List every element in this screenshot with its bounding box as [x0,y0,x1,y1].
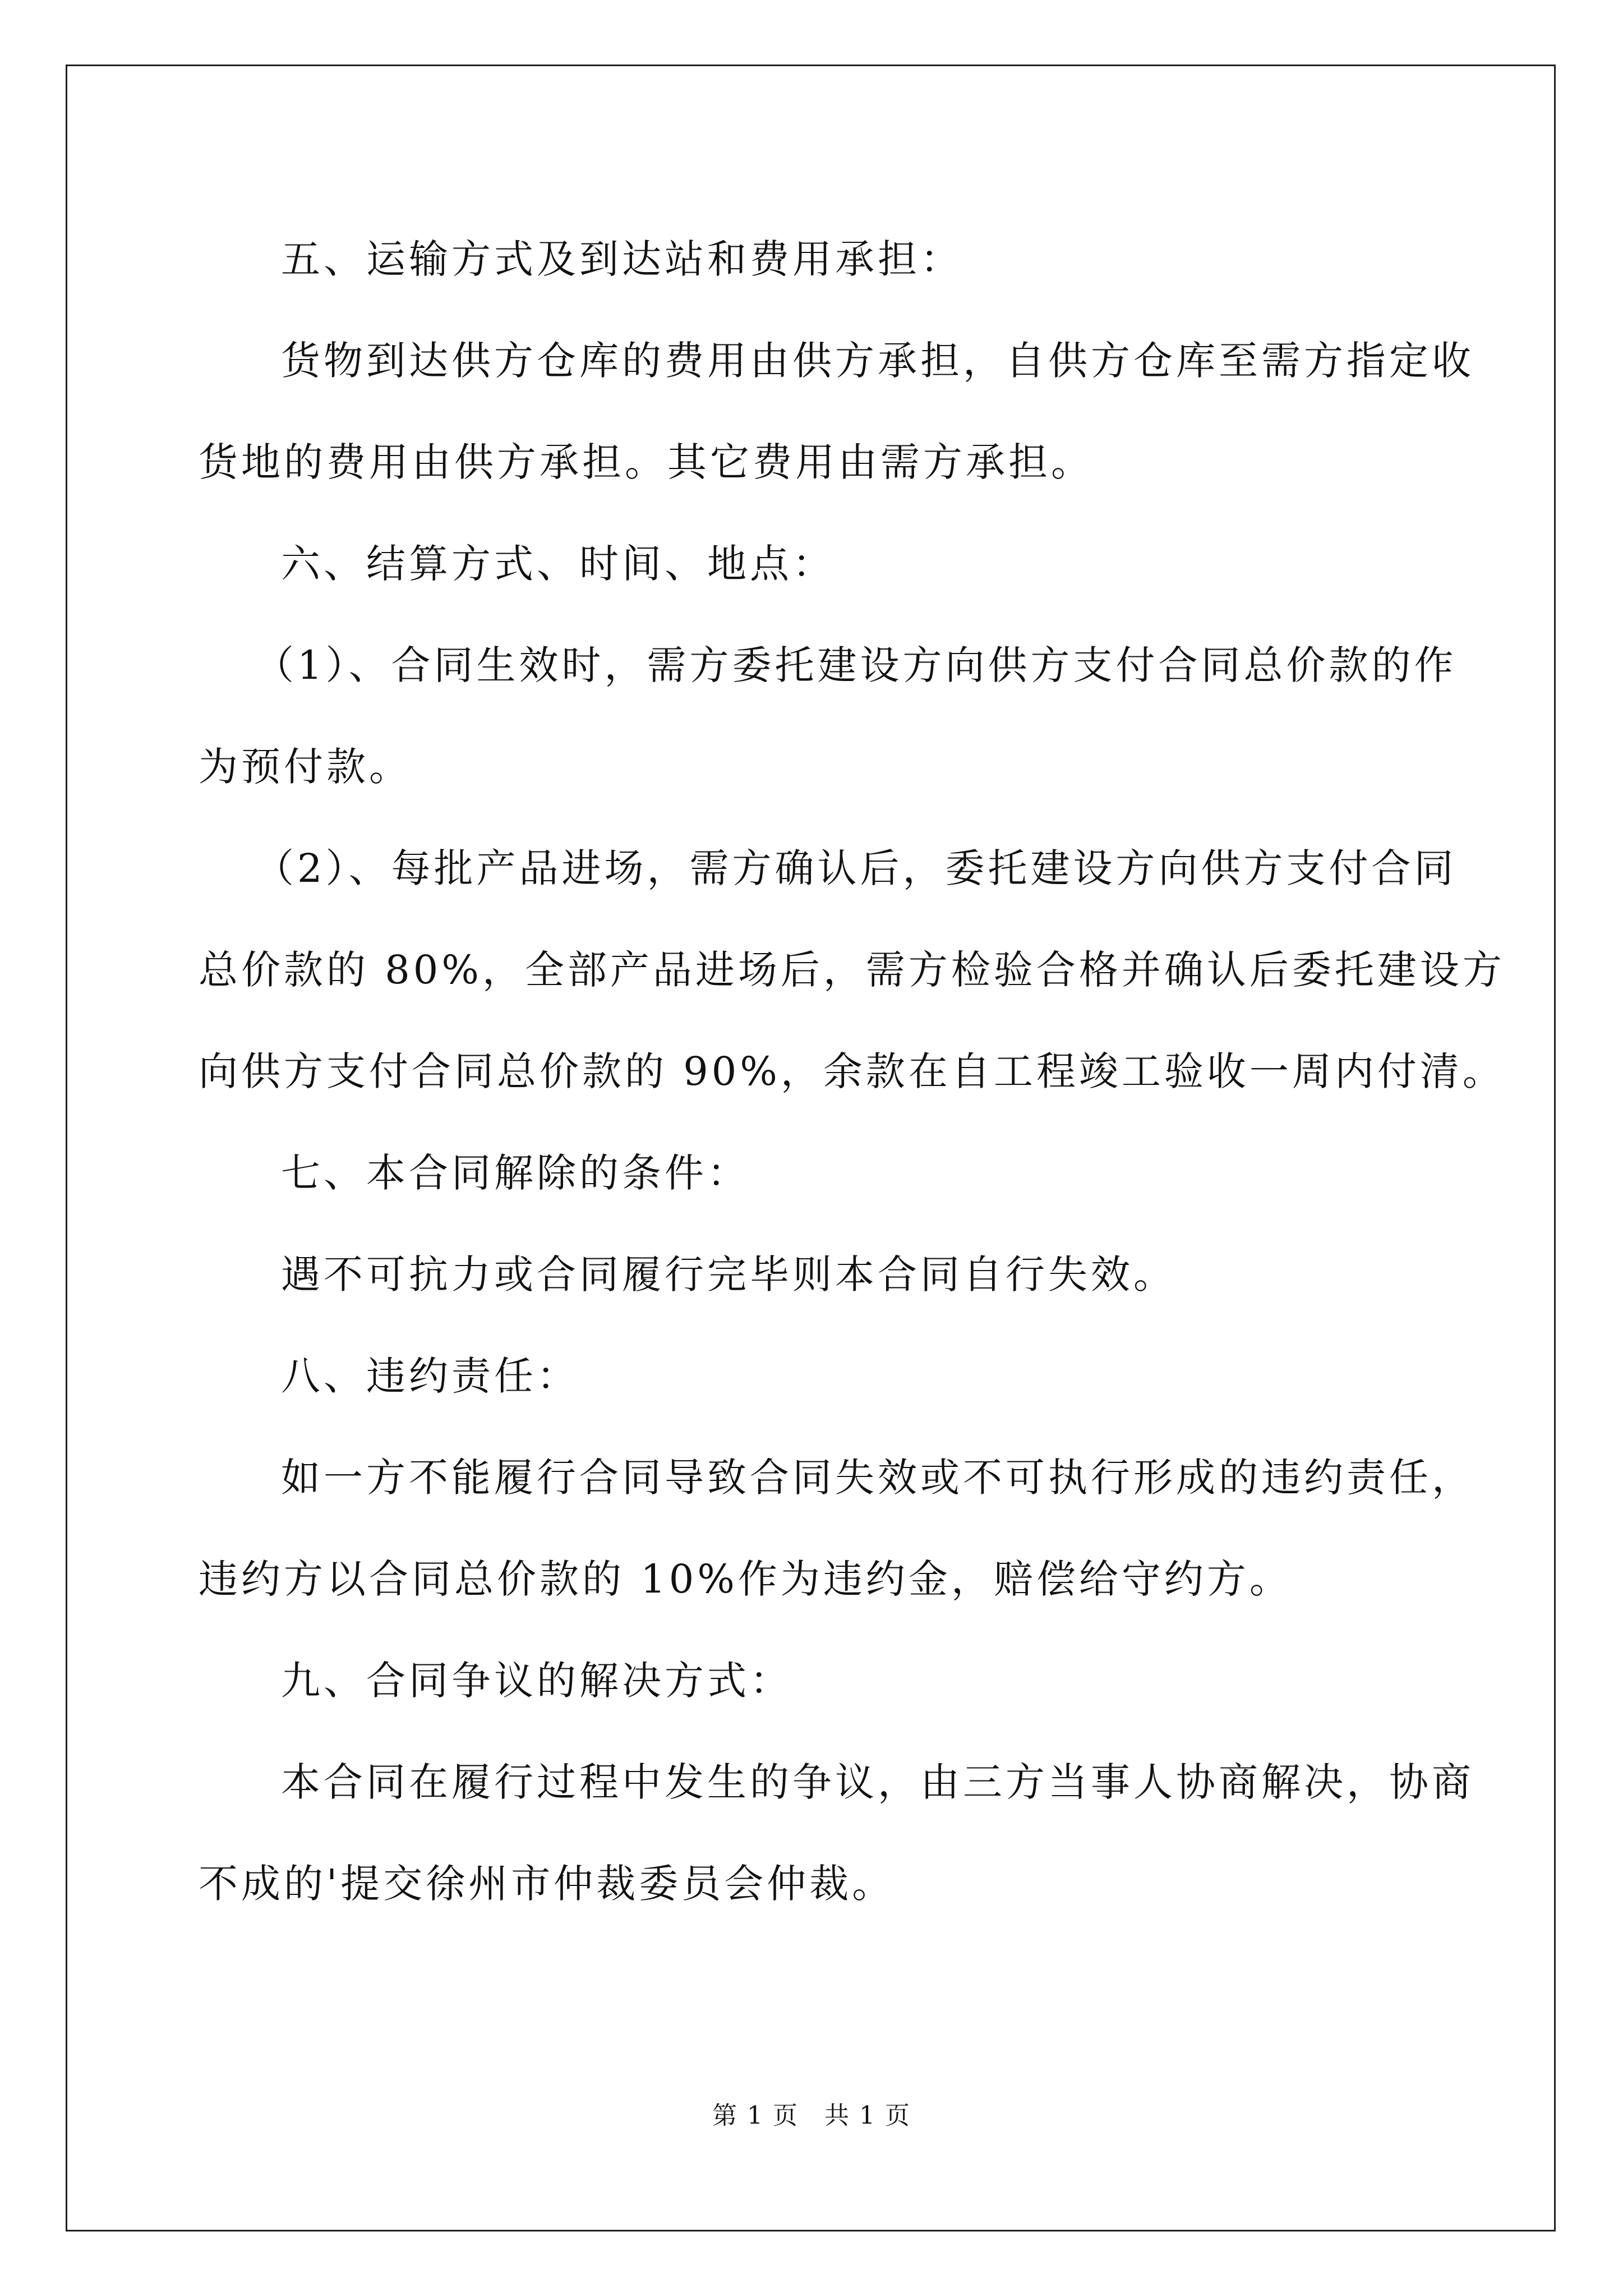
section-heading-6: 六、结算方式、时间、地点： [281,541,835,587]
section-heading-8: 八、违约责任： [281,1353,579,1399]
section-heading-7: 七、本合同解除的条件： [281,1150,750,1196]
paragraph-line: 违约方以合同总价款的 10%作为违约金，赔偿给守约方。 [199,1556,1292,1602]
paragraph-line: 遇不可抗力或合同履行完毕则本合同自行失效。 [281,1251,1176,1297]
section-heading-5: 五、运输方式及到达站和费用承担： [281,236,963,282]
paragraph-line: 向供方支付合同总价款的 90%，余款在自工程竣工验收一周内付清。 [199,1048,1505,1094]
page-number-total: 共 1 页 [824,2101,911,2130]
page-number-current: 第 1 页 [712,2101,799,2130]
paragraph-line: （2）、每批产品进场，需方确认后，委托建设方向供方支付合同 [255,845,1457,891]
paragraph-line: 不成的'提交徐州市仲裁委员会仲裁。 [199,1861,895,1907]
document-body [199,209,1505,1935]
section-heading-9: 九、合同争议的解决方式： [281,1658,792,1704]
paragraph-line: 如一方不能履行合同导致合同失效或不可执行形成的违约责任， [281,1455,1474,1501]
paragraph-line: 为预付款。 [199,744,412,790]
page-footer [0,2095,1623,2131]
paragraph-line: 本合同在履行过程中发生的争议，由三方当事人协商解决，协商 [281,1759,1474,1805]
paragraph-line: 货物到达供方仓库的费用由供方承担，自供方仓库至需方指定收 [281,338,1474,384]
paragraph-line: 货地的费用由供方承担。其它费用由需方承担。 [199,439,1094,485]
paragraph-line: 总价款的 80%，全部产品进场后，需方检验合格并确认后委托建设方 [199,947,1505,993]
paragraph-line: （1）、合同生效时，需方委托建设方向供方支付合同总价款的作 [255,642,1457,688]
